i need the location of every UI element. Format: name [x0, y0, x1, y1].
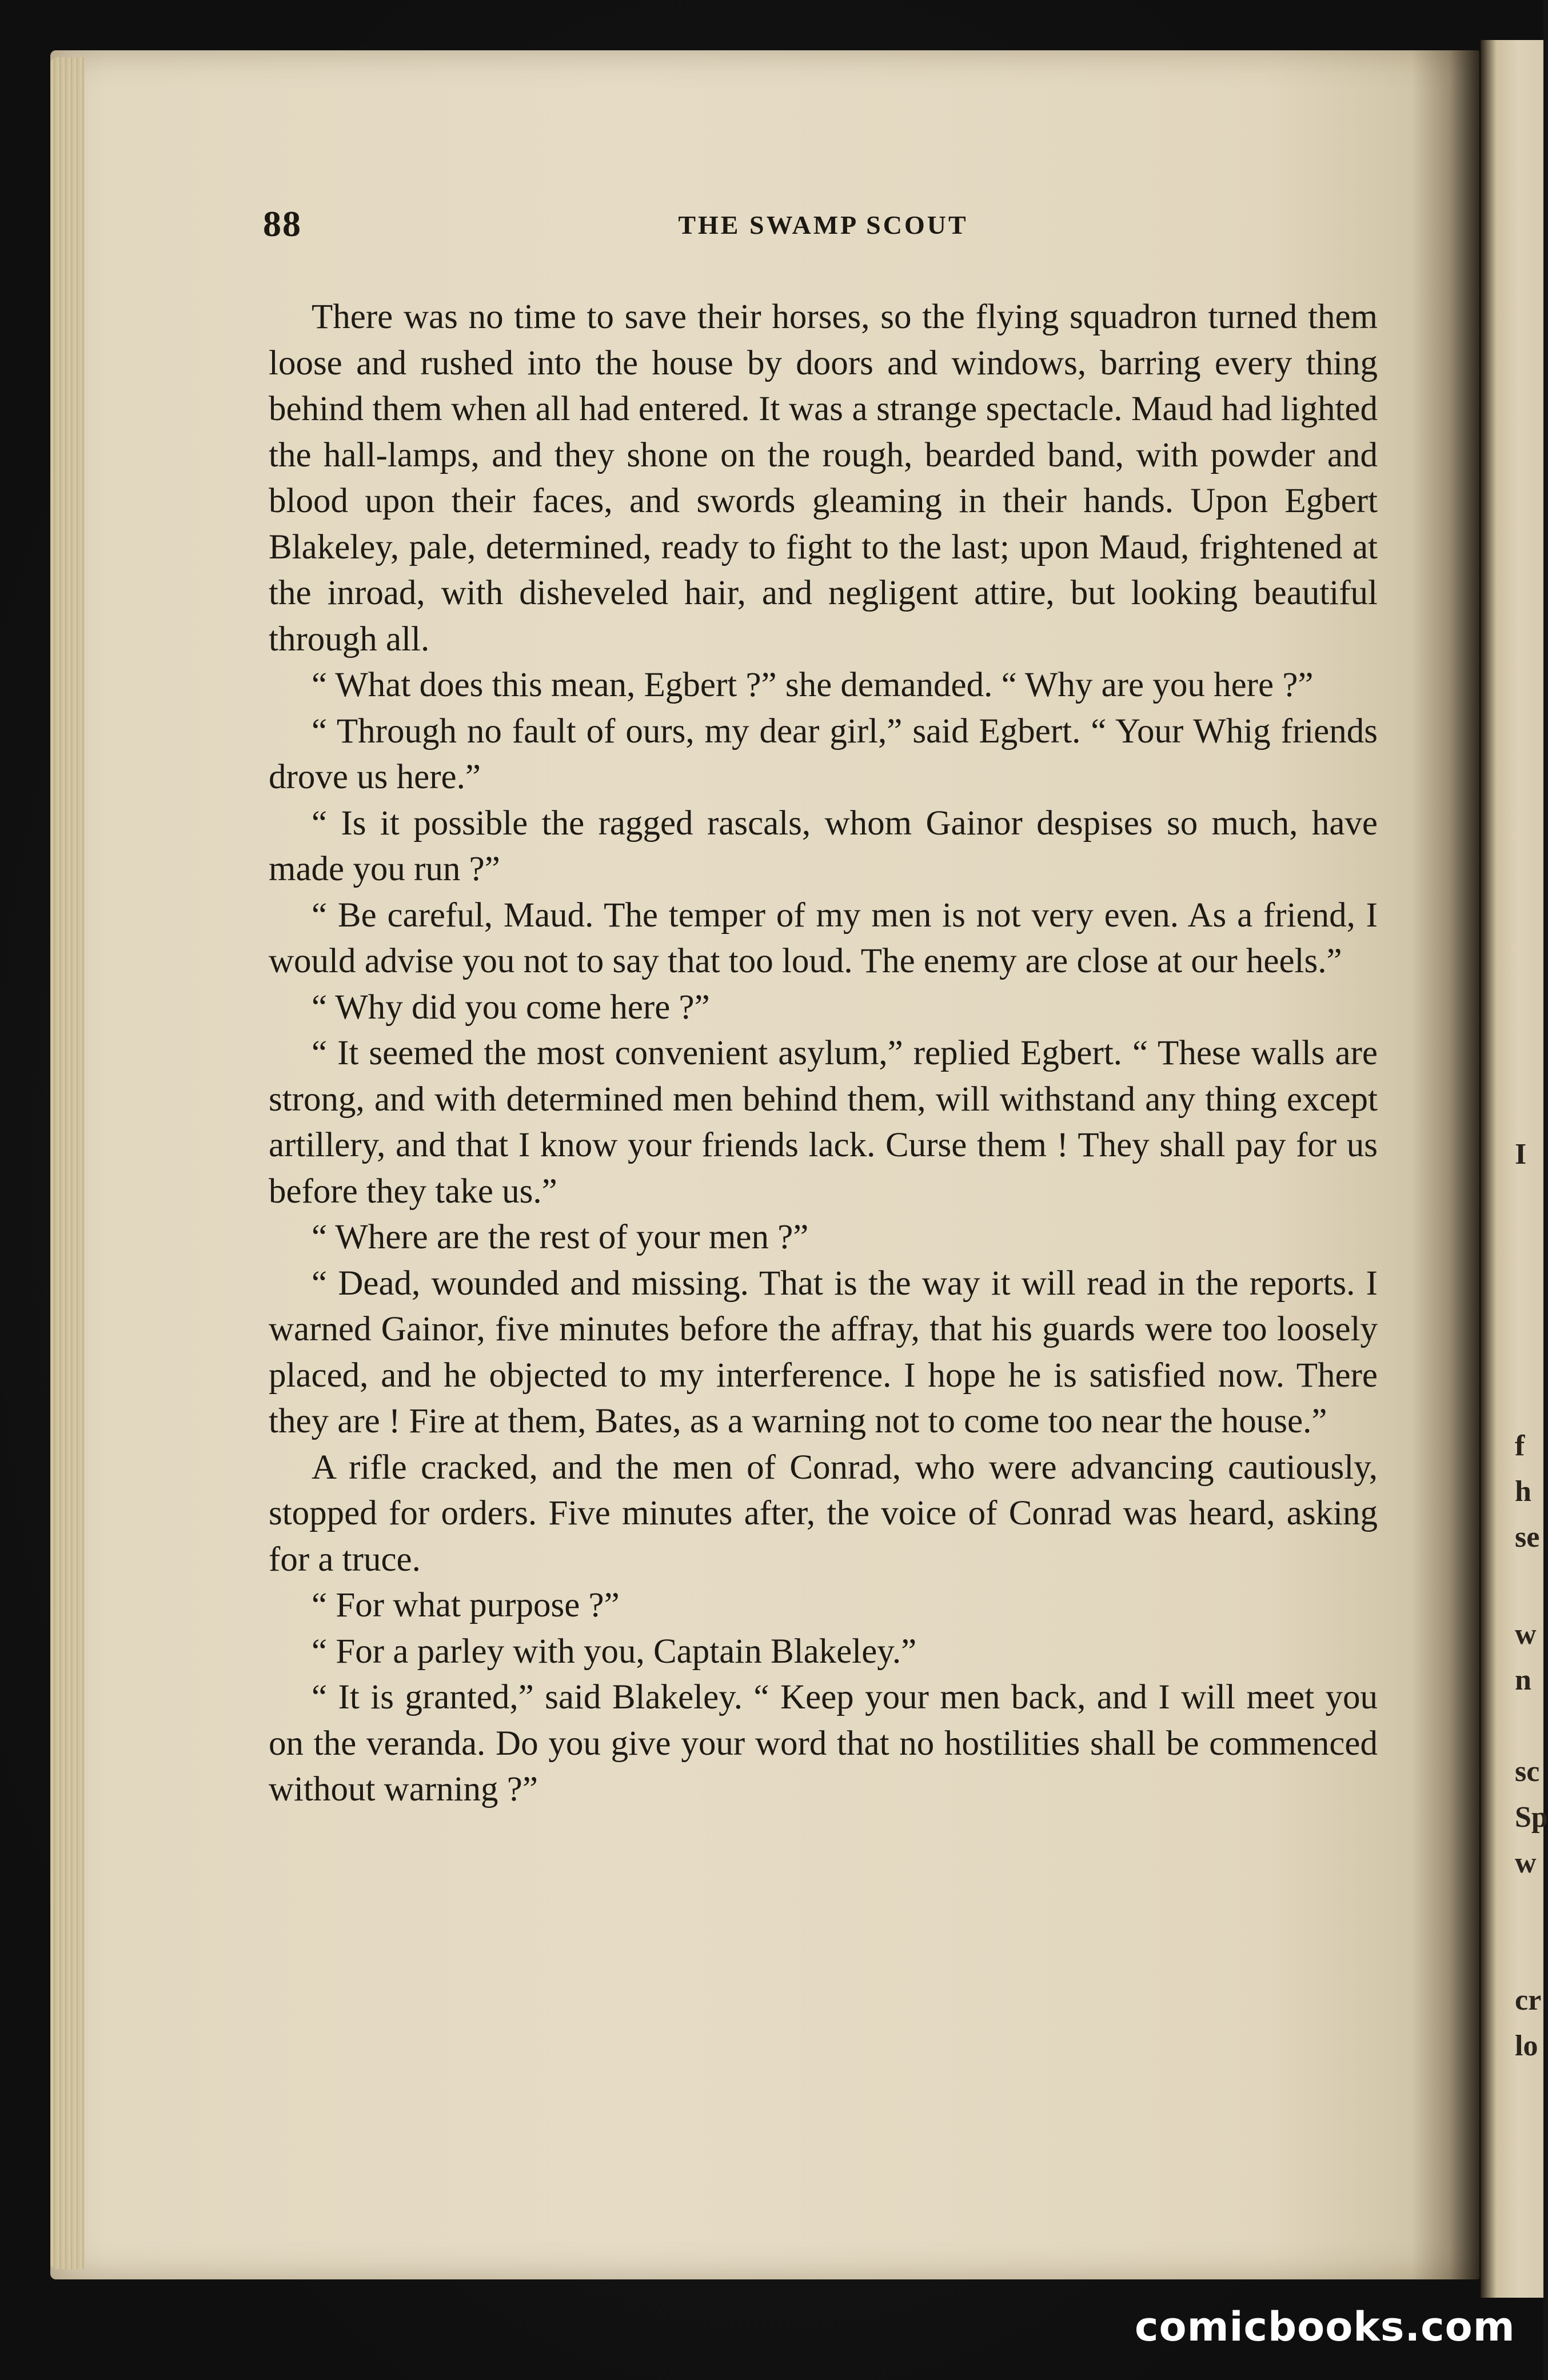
paragraph: “ Is it possible the ragged rascals, whom Gainor despises so much, have made you run ?” — [269, 804, 1378, 888]
paragraph: A rifle cracked, and the men of Conrad, who were advancing cautiously, stopped for orders. Five minutes after, the voice of Conrad was heard, asking for a truce. — [269, 1448, 1378, 1579]
paragraph: “ For a parley with you, Captain Blakeley.” — [312, 1632, 917, 1671]
page-edges — [50, 57, 85, 2269]
paragraph: “ For what purpose ?” — [312, 1586, 620, 1624]
paragraph: “ Be careful, Maud. The temper of my men is not very even. As a friend, I would advise you not to say that too loud. The enemy are close at our heels.” — [269, 896, 1378, 980]
facing-page-fragment: lo — [1515, 2030, 1538, 2062]
paragraph: “ Through no fault of ours, my dear girl,” said Egbert. “ Your Whig friends drove us here.” — [269, 712, 1378, 796]
gutter-shadow — [1412, 50, 1481, 2279]
paragraph: “ It seemed the most convenient asylum,” replied Egbert. “ These walls are strong, and with determined men behind them, will withstand any thing except artillery, and that I know your friends lack. Curse them ! They shall pay for us before they take us.” — [269, 1034, 1378, 1211]
paragraph: “ What does this mean, Egbert ?” she demanded. “ Why are you here ?” — [312, 666, 1314, 704]
paragraph: “ Why did you come here ?” — [312, 988, 710, 1027]
paragraph: “ It is granted,” said Blakeley. “ Keep your men back, and I will meet you on the veranda. Do you give your word that no hostilities shall be commenced without warning ?” — [269, 1678, 1378, 1808]
facing-page-fragment: se — [1515, 1521, 1540, 1554]
facing-page-fragment: I — [1515, 1138, 1527, 1171]
paragraph: “ Dead, wounded and missing. That is the way it will read in the reports. I warned Gainor, five minutes before the affray, that his guards were too loosely placed, and he objected to my interference. I hope he is satisfied now. There they are ! Fire at them, Bates, as a warning not to come too near the house.” — [269, 1264, 1378, 1440]
facing-page-fragment: Sp — [1515, 1801, 1548, 1834]
page-number: 88 — [263, 203, 302, 244]
body-text — [269, 294, 1378, 1813]
paragraph: There was no time to save their horses, so the flying squadron turned them loose and rushed into the house by doors and windows, barring every thing behind them when all had entered. It was a strange spectacle. Maud had lighted the hall-lamps, and they shone on the rough, bearded band, with powder and blood upon their faces, and swords gleaming in their hands. Upon Egbert Blakeley, pale, determined, ready to fight to the last; upon Maud, frightened at the inroad, with disheveled hair, and negligent attire, but looking beautiful through all. — [269, 298, 1378, 658]
facing-page-fragment: cr — [1515, 1984, 1542, 2016]
paragraph: “ Where are the rest of your men ?” — [312, 1218, 809, 1256]
page-header — [263, 203, 1383, 249]
facing-page-fragment: sc — [1515, 1755, 1540, 1788]
facing-page-fragment: f — [1515, 1429, 1525, 1462]
facing-page-fragment: h — [1515, 1475, 1531, 1508]
facing-page-fragment: n — [1515, 1664, 1531, 1696]
facing-page-fragment: w — [1515, 1847, 1537, 1879]
facing-page-fragment: w — [1515, 1618, 1537, 1651]
watermark: comicbooks.com — [1135, 2303, 1515, 2350]
running-head: THE SWAMP SCOUT — [678, 210, 968, 239]
